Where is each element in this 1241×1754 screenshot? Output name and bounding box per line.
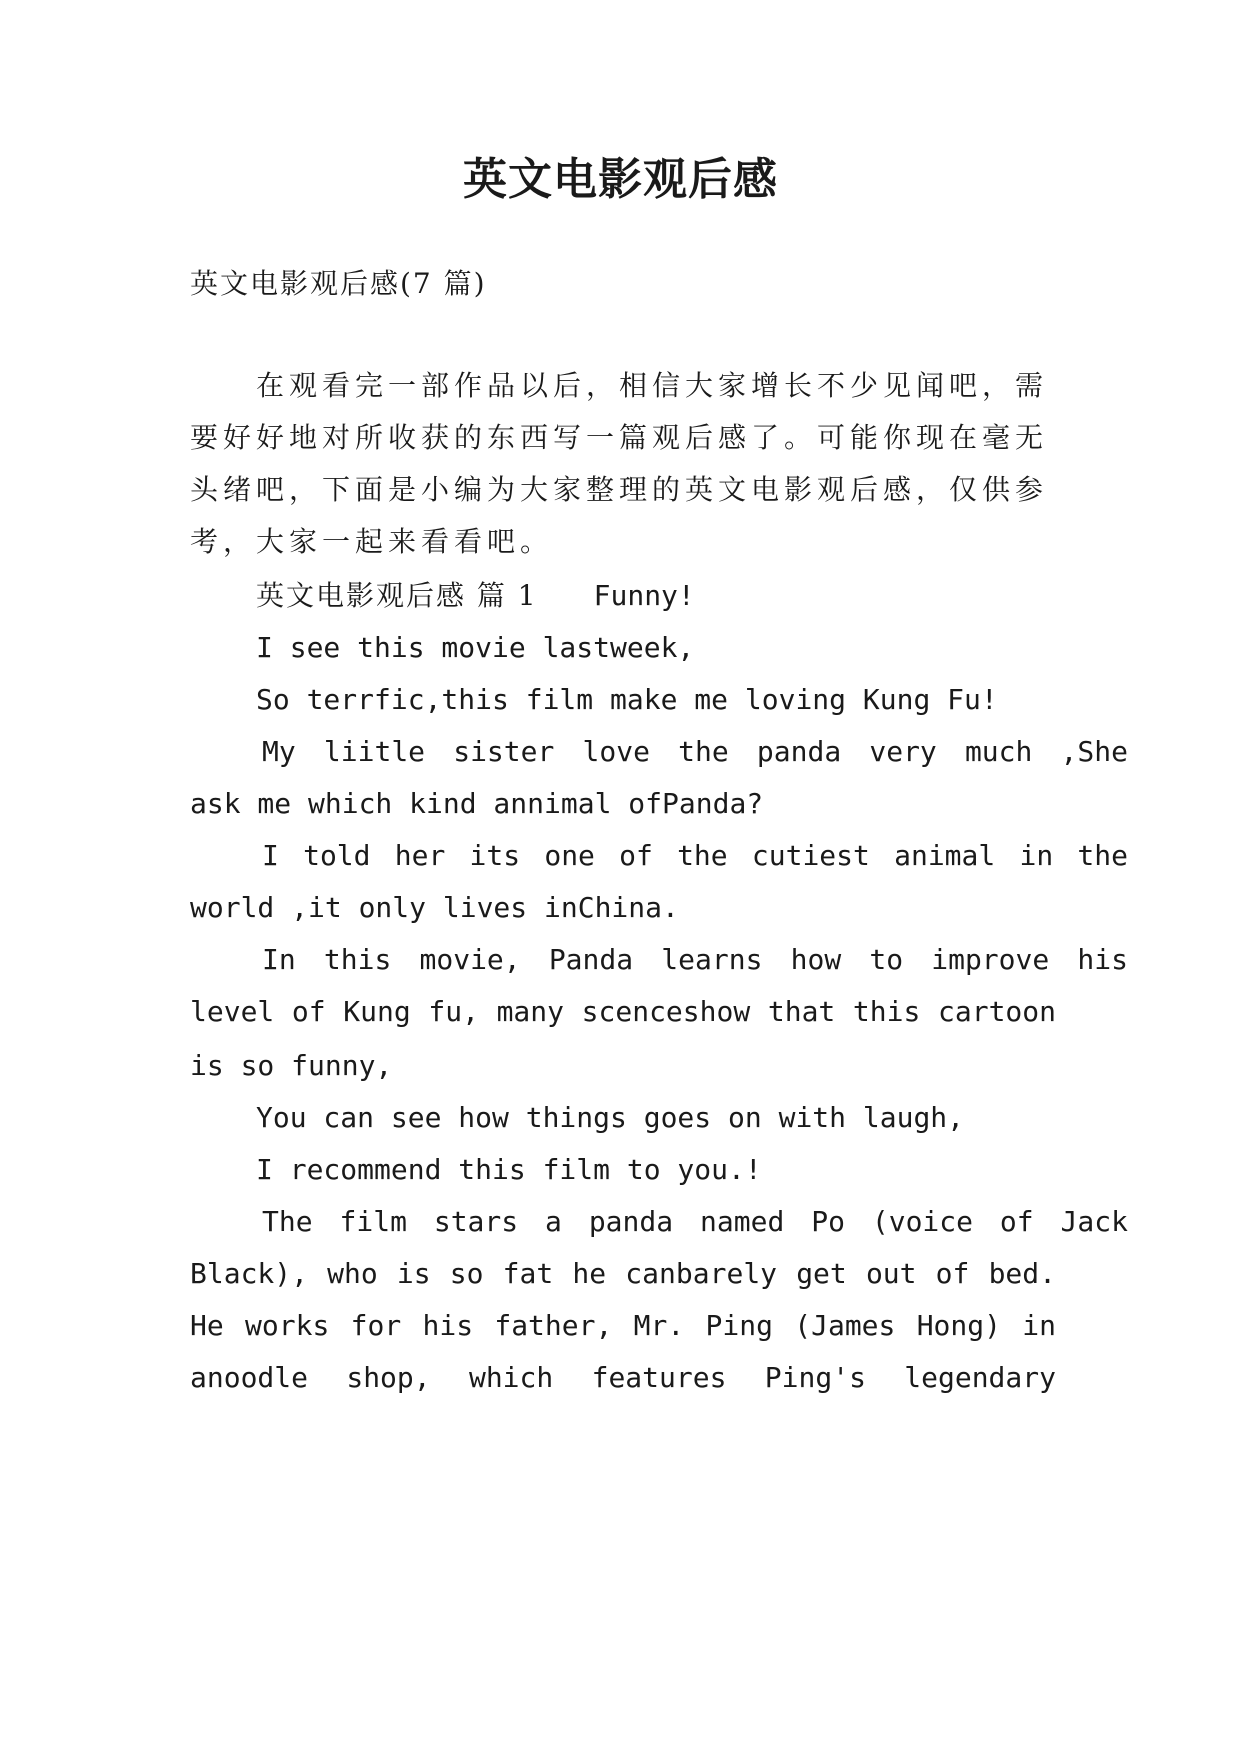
body-line-9: is so funny, <box>190 1049 393 1082</box>
body-line-8: level of Kung fu, many scenceshow that this cartoon <box>190 995 1056 1028</box>
body-line-12: The film stars a panda named Po (voice of Jack <box>262 1205 1128 1238</box>
section-heading <box>190 576 1122 616</box>
body-line-3: My liitle sister love the panda very much ,She <box>262 735 1128 768</box>
body-line-1: I see this movie lastweek, <box>256 631 695 664</box>
body-line-4: ask me which kind annimal ofPanda? <box>190 787 764 820</box>
body-line-11: I recommend this film to you.! <box>256 1153 762 1186</box>
body-line-7: In this movie, Panda learns how to improve his <box>262 943 1128 976</box>
section-heading-label: 英文电影观后感 篇 1 <box>256 579 538 612</box>
intro-line-1: 在观看完一部作品以后，相信大家增长不少见闻吧，需 <box>256 369 1049 402</box>
body-line-13: Black), who is so fat he canbarely get out of bed. <box>190 1257 1056 1290</box>
body-line-10: You can see how things goes on with laugh, <box>256 1101 965 1134</box>
body-line-5: I told her its one of the cutiest animal in the <box>262 839 1128 872</box>
document-title: 英文电影观后感 <box>463 154 778 205</box>
document-subtitle: 英文电影观后感(7 篇) <box>190 267 487 300</box>
intro-line-3: 头绪吧，下面是小编为大家整理的英文电影观后感，仅供参 <box>190 473 1049 506</box>
body-line-2: So terrfic,this film make me loving Kung Fu! <box>256 683 998 716</box>
body-line-6: world ,it only lives inChina. <box>190 891 679 924</box>
intro-line-4: 考，大家一起来看看吧。 <box>190 525 554 558</box>
body-line-14: He works for his father, Mr. Ping (James Hong) in <box>190 1309 1056 1342</box>
body-line-15: anoodle shop, which features Ping's legendary <box>190 1361 1056 1394</box>
intro-line-2: 要好好地对所收获的东西写一篇观后感了。可能你现在毫无 <box>190 421 1049 454</box>
section-heading-suffix: Funny! <box>593 579 695 612</box>
